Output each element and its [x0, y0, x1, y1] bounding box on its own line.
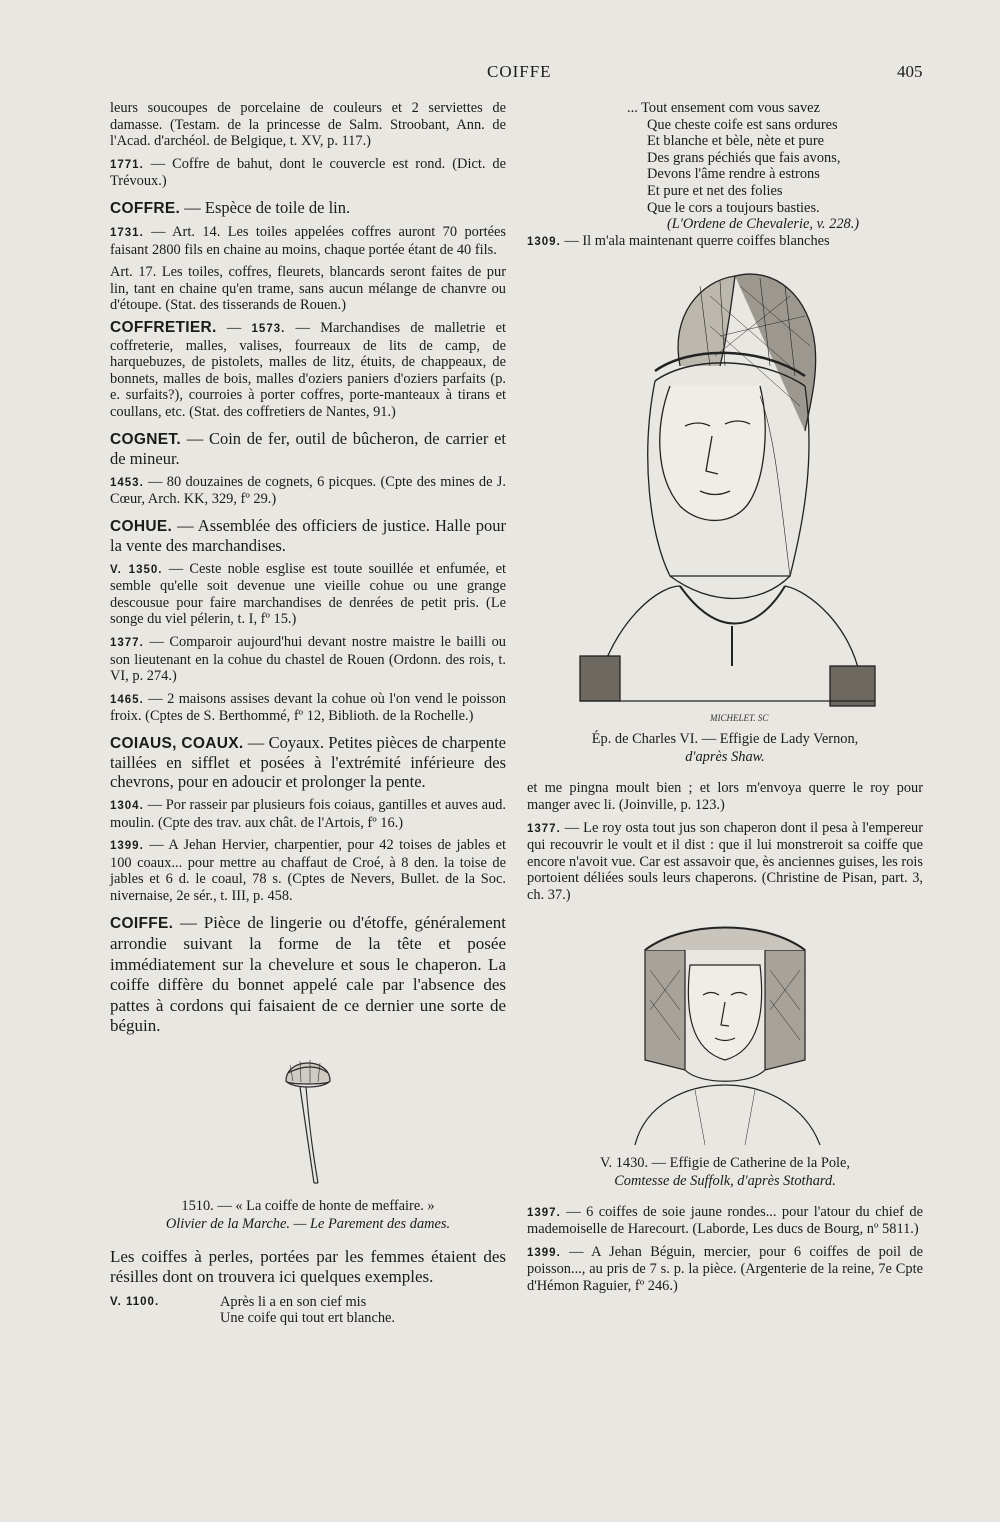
paragraph: Art. 17. Les toiles, coffres, fleurets, blancards seront faites de pur lin, tant en chaine qu'en trame, sans aucun mélange de chanvre ou d'étoupe. (Stat. des tisserands de Rouen.)	[110, 264, 506, 314]
entry-year: V. 1100.	[110, 1295, 160, 1308]
figure-caption: 1510. — « La coiffe de honte de meffaire. » Olivier de la Marche. — Le Parement des dames.	[165, 1197, 451, 1232]
entry-headword: COGNET.	[110, 430, 181, 448]
catherine-de-la-pole-illustration	[605, 910, 845, 1150]
entry-year: 1453.	[110, 476, 144, 489]
paragraph: et me pingna moult bien ; et lors m'envoya querre le roy pour manger avec li. (Joinville, p. 123.)	[527, 780, 923, 813]
entry-year: 1731.	[110, 226, 144, 239]
entry-year: 1771.	[110, 158, 144, 171]
entry-year: 1309.	[527, 235, 561, 248]
entry-year: 1397.	[527, 1206, 561, 1219]
entry-year: 1573.	[251, 322, 286, 335]
right-column	[527, 100, 923, 1300]
paragraph: 1465. — 2 maisons assises devant la cohue où l'on vend le poisson froix. (Cptes de S. Berthommé, fº 12, Biblioth. de la Rochelle.)	[110, 690, 506, 725]
paragraph: 1309. — Il m'ala maintenant querre coiffes blanches	[527, 232, 830, 249]
paragraph: Les coiffes à perles, portées par les femmes étaient des résilles dont on trouvera ici quelques exemples.	[110, 1246, 506, 1287]
paragraph: 1377. — Comparoir aujourd'hui devant nostre maistre le bailli ou son lieutenant en la cohue du chastel de Rouen (Ordonn. des rois, t. VI, p. 274.)	[110, 634, 506, 685]
entry-headword: COFFRE.	[110, 199, 181, 217]
lady-vernon-illustration	[560, 256, 890, 726]
paragraph: 1377. — Le roy osta tout jus son chaperon dont il pesa à l'empereur qui recouvrir le voult et il dist : que il lui monstreroit sa coiffe que encore n'avoit vue. Car est assavoir que, ès anciennes guises, les rois portoient déliées souls leurs chaperons. (Christine de Pisan, part. 3, ch. 37.)	[527, 819, 923, 903]
paragraph: 1453. — 80 douzaines de cognets, 6 picques. (Cpte des mines de J. Cœur, Arch. KK, 329, fº 29.)	[110, 473, 506, 508]
entry-headword: COHUE.	[110, 517, 173, 535]
paragraph: 1304. — Por rasseir par plusieurs fois coiaus, gantilles et auves aud. moulin. (Cpte des trav. aux chât. de l'Artois, fº 16.)	[110, 797, 506, 831]
entry-year: 1377.	[527, 822, 561, 835]
engraver-signature: MICHELET. SC	[710, 713, 769, 724]
paragraph: V. 1350. — Ceste noble esglise est toute souillée et enfumée, et semble qu'elle soit devenue une vieille cohue ou une grange descousue pour faire marchandises de denrées de petit pris. (Le songe du viel pélerin, t. I, fº 15.)	[110, 560, 506, 628]
entry-headword: COFFRETIER.	[110, 318, 217, 336]
entry-coffre: COFFRE. — Espèce de toile de lin.	[110, 197, 351, 217]
paragraph: 1397. — 6 coiffes de soie jaune rondes... pour l'atour du chief de mademoiselle de Harecourt. (Laborde, Les ducs de Bourg, nº 5811.)	[527, 1203, 923, 1238]
left-column	[110, 100, 506, 1327]
entry-coiaus: COIAUS, COAUX. — Coyaux. Petites pièces de charpente taillées en sifflet et posées à l'extrémité inférieure des chevrons, pour en adoucir et prolonger la pente.	[110, 733, 506, 792]
paragraph: 1399. — A Jehan Béguin, mercier, pour 6 coiffes de poil de poisson..., au pris de 7 s. p. la pièce. (Argenterie de la reine, 7e Cpte d'Hémon Raguier, fº 246.)	[527, 1243, 923, 1294]
entry-year: 1399.	[527, 1246, 561, 1259]
paragraph: 1771. — Coffre de bahut, dont le couvercle est rond. (Dict. de Trévoux.)	[110, 155, 506, 190]
entry-year: V. 1350.	[110, 563, 163, 576]
coiffe-illustration	[248, 1043, 368, 1193]
verse-block: ... Tout ensement com vous savez Que cheste coife est sans ordures Et blanche et bèle, nète et pure Des grans péchiés que fais avons, Devons l'âme rendre à estrons Et pure et net des folies Que le cors a toujours basties. (L'Ordene de Chevalerie, v. 228.)	[627, 100, 860, 233]
paragraph: leurs soucoupes de porcelaine de couleurs et 2 serviettes de damasse. (Testam. de la princesse de Salm. Stroobant, Ann. de l'Acad. d'archéol. de Belgique, t. XV, p. 117.)	[110, 100, 506, 150]
figure-caption: Ép. de Charles VI. — Effigie de Lady Vernon, d'après Shaw.	[591, 731, 859, 766]
entry-year: 1399.	[110, 840, 144, 853]
entry-cohue: COHUE. — Assemblée des officiers de justice. Halle pour la vente des marchandises.	[110, 515, 506, 555]
entry-headword: COIFFE.	[110, 914, 174, 932]
page-number: 405	[897, 62, 923, 81]
entry-headword: COIAUS, COAUX.	[110, 735, 244, 753]
entry-coffretier: COFFRETIER. — 1573. — Marchandises de malletrie et coffreterie, malles, valises, fourreaux de lits de camp, de harquebuzes, de pistolets, malles de litz, étuits, de chappeaux, de bonnets, malles de bois, malles d'oziers paniers d'oziers parfaits (p. e. surfaits?), courroies à porter coffres, porte-manteaux à tirans et coullans, etc. (Stat. des coffretiers de Nantes, 91.)	[110, 318, 506, 420]
paragraph: 1399. — A Jehan Hervier, charpentier, pour 42 toises de jables et 100 coaux... pour mettre au chaffaut de Croé, à 8 den. la toise de jables et 6 d. le coaul, 78 s. (Cptes de Nevers, Bullet. de la Soc. nivernaise, 2e sér., t. III, p. 458.	[110, 837, 506, 904]
paragraph: 1731. — Art. 14. Les toiles appelées coffres auront 70 portées faisant 2800 fils en chaine au moins, chaque portée étant de 40 fils.	[110, 223, 506, 258]
figure-caption: V. 1430. — Effigie de Catherine de la Pole, Comtesse de Suffolk, d'après Stothard.	[599, 1154, 851, 1189]
verse-citation: V. 1100. Après li a en son cief mis Une coife qui tout ert blanche.	[110, 1293, 396, 1327]
entry-year: 1465.	[110, 693, 144, 706]
entry-year: 1377.	[110, 637, 144, 650]
entry-cognet: COGNET. — Coin de fer, outil de bûcheron, de carrier et de mineur.	[110, 428, 506, 468]
entry-coiffe: COIFFE. — Pièce de lingerie ou d'étoffe, généralement arrondie suivant la forme de la tête et posée immédiatement sur la chevelure et sous le chaperon. La coiffe diffère du bonnet appelé cale par l'absence des pattes à cordons qui faisaient de ce dernier une sorte de béguin.	[110, 912, 506, 1036]
running-title: COIFFE	[487, 62, 552, 81]
running-head	[0, 62, 1000, 86]
entry-year: 1304.	[110, 800, 144, 813]
